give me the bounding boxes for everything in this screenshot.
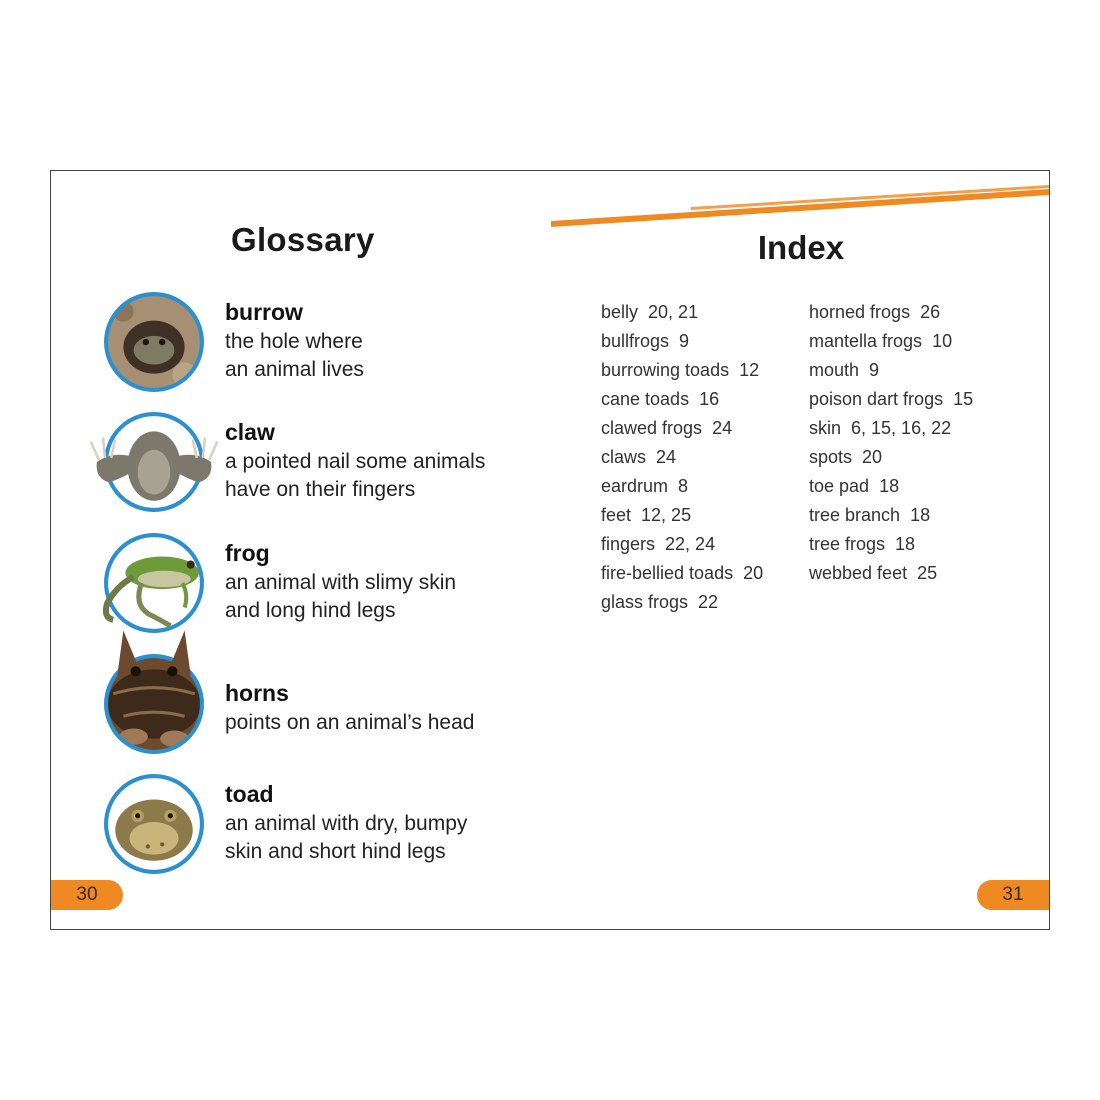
index-item: clawed frogs 24 — [601, 418, 733, 438]
index-item: glass frogs 22 — [601, 592, 719, 612]
index-item: burrowing toads 12 — [601, 360, 760, 380]
glossary-title: Glossary — [231, 221, 375, 258]
index-item: toe pad 18 — [809, 476, 900, 496]
term-frog: frog — [225, 540, 270, 566]
definition-horns: points on an animal’s head — [225, 711, 475, 734]
index-item: webbed feet 25 — [809, 563, 938, 583]
index-item: belly 20, 21 — [601, 302, 699, 322]
burrow-frog-photo — [103, 291, 205, 393]
index-item: fire-bellied toads 20 — [601, 563, 764, 583]
page-number-left: 30 — [51, 880, 123, 910]
index-column-2 — [809, 298, 973, 588]
index-item: bullfrogs 9 — [601, 331, 690, 351]
index-title: Index — [757, 229, 845, 266]
index-column-1 — [601, 298, 763, 617]
index-item: tree frogs 18 — [809, 534, 916, 554]
glossary-entry-toad — [91, 773, 551, 883]
index-item: skin 6, 15, 16, 22 — [809, 418, 952, 438]
index-item: poison dart frogs 15 — [809, 389, 974, 409]
term-toad: toad — [225, 781, 274, 807]
definition-toad: an animal with dry, bumpy skin and short hind legs — [225, 812, 468, 863]
term-burrow: burrow — [225, 299, 303, 325]
index-item: fingers 22, 24 — [601, 534, 716, 554]
index-item: eardrum 8 — [601, 476, 689, 496]
index-item: feet 12, 25 — [601, 505, 692, 525]
green-frog-photo — [103, 532, 205, 634]
index-item: cane toads 16 — [601, 389, 720, 409]
book-spread — [50, 170, 1050, 930]
toad-photo — [103, 773, 205, 875]
index-item: mouth 9 — [809, 360, 880, 380]
term-horns: horns — [225, 680, 289, 706]
glossary-entry-frog — [91, 532, 551, 642]
index-item: horned frogs 26 — [809, 302, 941, 322]
orange-accent-stripe — [51, 171, 1049, 241]
glossary-entry-claw — [91, 411, 551, 521]
definition-burrow: the hole where an animal lives — [225, 330, 364, 381]
index-item: tree branch 18 — [809, 505, 931, 525]
index-item: mantella frogs 10 — [809, 331, 953, 351]
index-item: claws 24 — [601, 447, 677, 467]
definition-claw: a pointed nail some animals have on their fingers — [225, 450, 486, 501]
page-number-right: 31 — [977, 880, 1049, 910]
glossary-entry-horns — [91, 653, 551, 763]
term-claw: claw — [225, 419, 275, 445]
glossary-entry-burrow — [91, 291, 551, 401]
index-item: spots 20 — [809, 447, 883, 467]
horned-frog-photo — [103, 653, 205, 755]
definition-frog: an animal with slimy skin and long hind legs — [225, 571, 457, 622]
clawed-frog-photo — [103, 411, 205, 513]
